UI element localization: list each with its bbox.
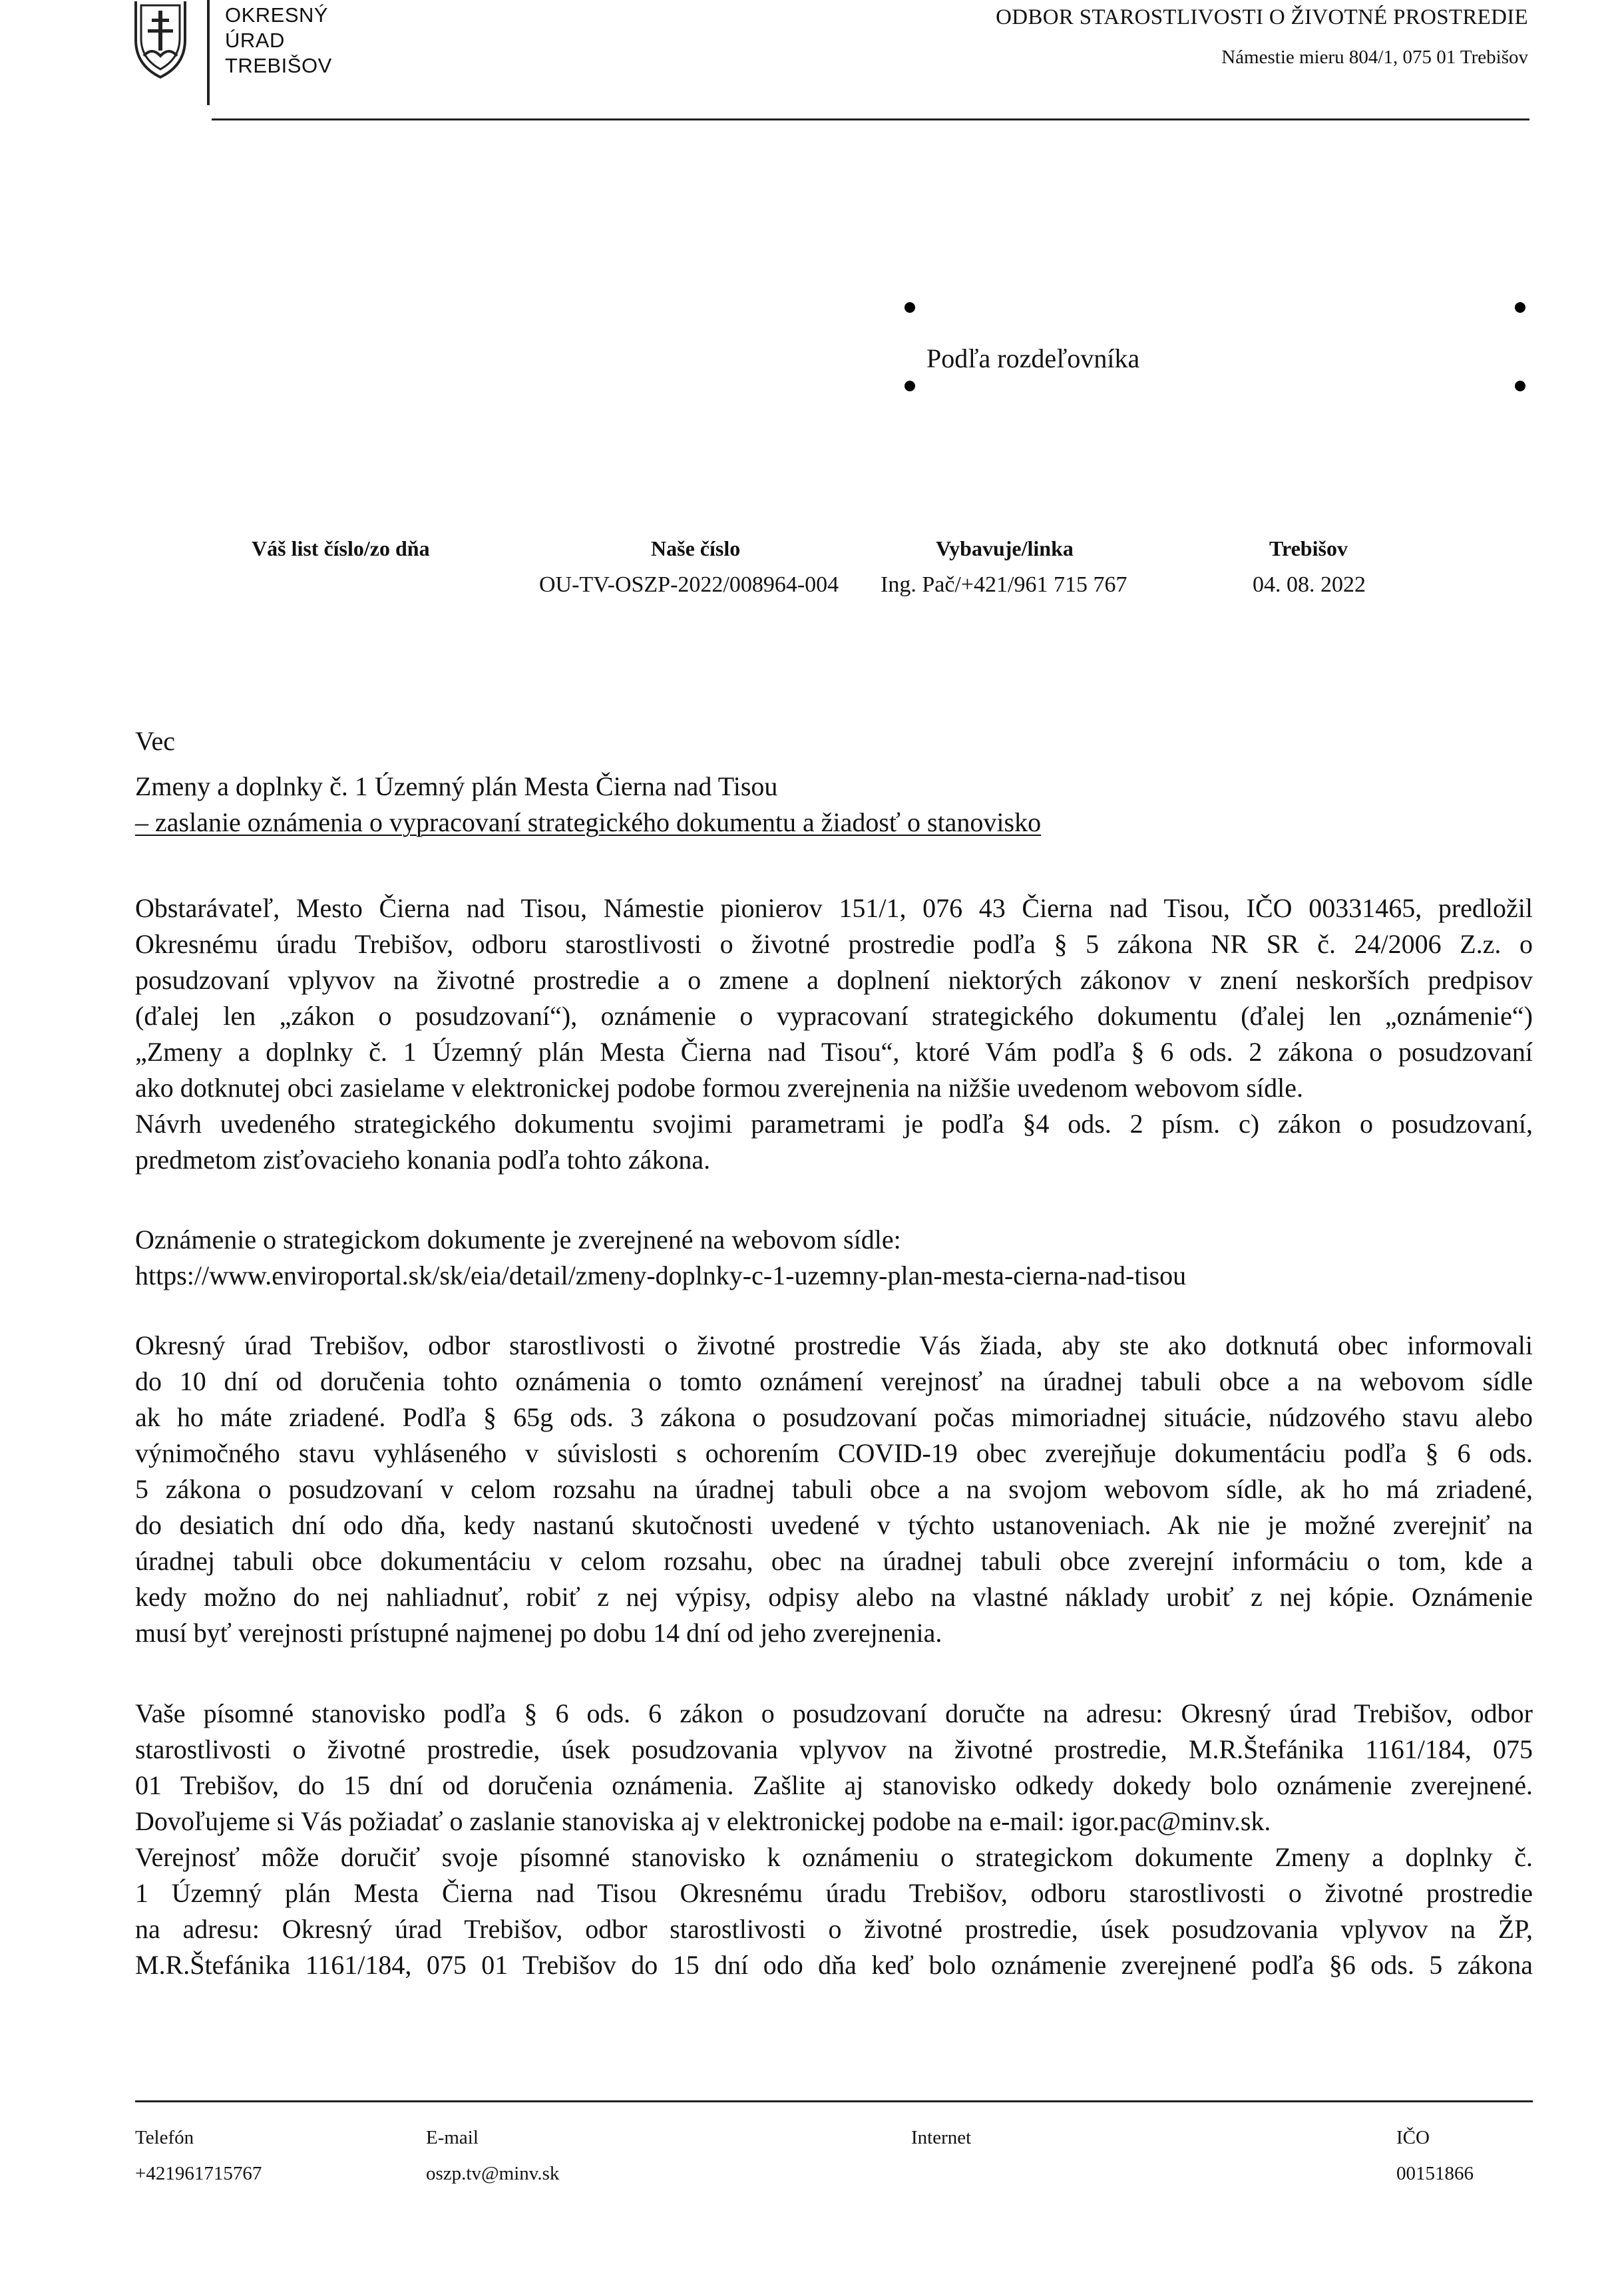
text-line: do desiatich dní odo dňa, kedy nastanú skutočnosti uvedené v týchto ustanoveniach. Ak nie je možné zverejniť na: [135, 1510, 1533, 1540]
ico-label: IČO: [1396, 2127, 1430, 2148]
text-line: 1 Územný plán Mesta Čierna nad Tisou Okresnému úradu Trebišov, odboru starostlivosti o životné prostredie: [135, 1878, 1533, 1908]
text-line: ako dotknutej obci zasielame v elektronickej podobe formou zverejnenia na nižšie uvedenom webovom sídle.: [135, 1073, 1303, 1103]
address-window-mark: [904, 381, 915, 391]
text-line: posudzovaní vplyvov na životné prostredie a o zmene a doplnení niektorých zákonov v znení neskorších predpisov: [135, 965, 1533, 995]
text-line: predmetom zisťovacieho konania podľa tohto zákona.: [135, 1145, 711, 1175]
text-line: ak ho máte zriadené. Podľa § 65g ods. 3 zákona o posudzovaní počas mimoriadnej situácie, núdzového stavu alebo: [135, 1402, 1533, 1432]
address-window-mark: [1515, 381, 1525, 391]
enviroportal-link[interactable]: https://www.enviroportal.sk/sk/eia/detail/zmeny-doplnky-c-1-uzemny-plan-mesta-cierna-nad-tisou: [135, 1260, 1187, 1290]
coat-of-arms-icon: [132, 0, 189, 80]
logo-divider: [207, 0, 210, 105]
phone-label: Telefón: [135, 2127, 194, 2148]
subject-title: Zmeny a doplnky č. 1 Územný plán Mesta Čierna nad Tisou: [135, 771, 778, 801]
text-line: Dovoľujeme si Vás požiadať o zaslanie stanoviska aj v elektronickej podobe na e-mail: igor.pac@minv.sk.: [135, 1806, 1271, 1836]
text-line: „Zmeny a doplnky č. 1 Územný plán Mesta Čierna nad Tisou“, ktoré Vám podľa § 6 ods. 2 zákona o posudzovaní: [135, 1037, 1533, 1067]
internet-label: Internet: [911, 2127, 972, 2148]
phone-value: +421961715767: [135, 2163, 262, 2184]
text-line: starostlivosti o životné prostredie, úsek posudzovania vplyvov na životné prostredie, M.R.Štefánika 1161/184, 075: [135, 1734, 1533, 1764]
office-address: Námestie mieru 804/1, 075 01 Trebišov: [1221, 47, 1528, 68]
paragraph-statement: [135, 1696, 1533, 1983]
text-line: Oznámenie o strategickom dokumente je zverejnené na webovom sídle:: [135, 1225, 901, 1254]
email-value[interactable]: oszp.tv@minv.sk: [426, 2163, 560, 2184]
text-line: Vaše písomné stanovisko podľa § 6 ods. 6 zákon o posudzovaní doručte na adresu: Okresný úrad Trebišov, odbor: [135, 1698, 1533, 1728]
ico-value: 00151866: [1396, 2163, 1474, 2184]
text-line: úradnej tabuli obce dokumentáciu v celom rozsahu, obec na úradnej tabuli obce zverejní informáciu o tom, kde a: [135, 1546, 1533, 1576]
subject-label: Vec: [135, 726, 175, 756]
text-line: na adresu: Okresný úrad Trebišov, odbor starostlivosti o životné prostredie, úsek posudzovania vplyvov na ŽP,: [135, 1914, 1533, 1944]
subject-subtitle: – zaslanie oznámenia o vypracovaní strategického dokumentu a žiadosť o stanovisko: [135, 807, 1042, 837]
handled-by-value: Ing. Pač/+421/961 715 767: [881, 572, 1127, 597]
text-line: 01 Trebišov, do 15 dní od doručenia oznámenia. Zašlite aj stanovisko odkedy dokedy bolo oznámenie zverejnené.: [135, 1770, 1533, 1800]
text-line: Verejnosť môže doručiť svoje písomné stanovisko k oznámeniu o strategickom dokumente Zmeny a doplnky č.: [135, 1842, 1533, 1872]
text-line: Obstarávateľ, Mesto Čierna nad Tisou, Námestie pionierov 151/1, 076 43 Čierna nad Tisou, IČO 00331465, predložil: [135, 893, 1533, 923]
office-name-line2: ÚRAD: [225, 29, 285, 52]
text-line: (ďalej len „zákon o posudzovaní“), oznámenie o vypracovaní strategického dokumentu (ďalej len „oznámenie“): [135, 1001, 1533, 1031]
address-window-mark: [1515, 302, 1525, 313]
header-divider: [212, 118, 1529, 120]
recipient: Podľa rozdeľovníka: [926, 343, 1140, 373]
footer-divider: [135, 2100, 1533, 2102]
paragraph-submission: [135, 890, 1533, 1178]
text-line: Návrh uvedeného strategického dokumentu svojimi parametrami je podľa §4 ods. 2 písm. c) zákon o posudzovaní,: [135, 1109, 1533, 1139]
office-name-line3: TREBIŠOV: [225, 54, 332, 77]
text-line: 5 zákona o posudzovaní v celom rozsahu na úradnej tabuli obce a na svojom webovom sídle, ak ho má zriadené,: [135, 1474, 1533, 1504]
address-window-mark: [904, 302, 915, 313]
text-line: musí byť verejnosti prístupné najmenej po dobu 14 dní od jeho zverejnenia.: [135, 1618, 942, 1648]
text-line: M.R.Štefánika 1161/184, 075 01 Trebišov do 15 dní odo dňa keď bolo oznámenie zverejnené podľa §6 ods. 5 zákona: [135, 1950, 1533, 1980]
department-name: ODBOR STAROSTLIVOSTI O ŽIVOTNÉ PROSTREDIE: [996, 5, 1528, 29]
office-name-line1: OKRESNÝ: [225, 3, 329, 27]
paragraph-request: [135, 1328, 1533, 1651]
text-line: výnimočného stavu vyhláseného v súvislosti s ochorením COVID-19 obec zverejňuje dokumentáciu podľa § 6 ods.: [135, 1438, 1533, 1468]
our-number-value: OU-TV-OSZP-2022/008964-004: [539, 572, 839, 597]
text-line: do 10 dní od doručenia tohto oznámenia o tomto oznámení verejnosť na úradnej tabuli obce a na webovom sídle: [135, 1366, 1533, 1396]
paragraph-publication: [135, 1222, 1533, 1294]
text-line: kedy možno do nej nahliadnuť, robiť z nej výpisy, odpisy alebo na vlastné náklady urobiť z nej kópie. Oznámenie: [135, 1582, 1533, 1612]
date-value: 04. 08. 2022: [1253, 572, 1366, 597]
email-label: E-mail: [426, 2127, 479, 2148]
text-line: Okresnému úradu Trebišov, odboru starostlivosti o životné prostredie podľa § 5 zákona NR SR č. 24/2006 Z.z. o: [135, 929, 1533, 959]
your-letter-label: Váš list číslo/zo dňa: [252, 536, 430, 560]
text-line: Okresný úrad Trebišov, odbor starostlivosti o životné prostredie Vás žiada, aby ste ako dotknutá obec informovali: [135, 1330, 1533, 1360]
handled-by-label: Vybavuje/linka: [936, 536, 1074, 560]
our-number-label: Naše číslo: [651, 536, 741, 560]
place-label: Trebišov: [1269, 536, 1348, 560]
office-name: [225, 3, 332, 79]
